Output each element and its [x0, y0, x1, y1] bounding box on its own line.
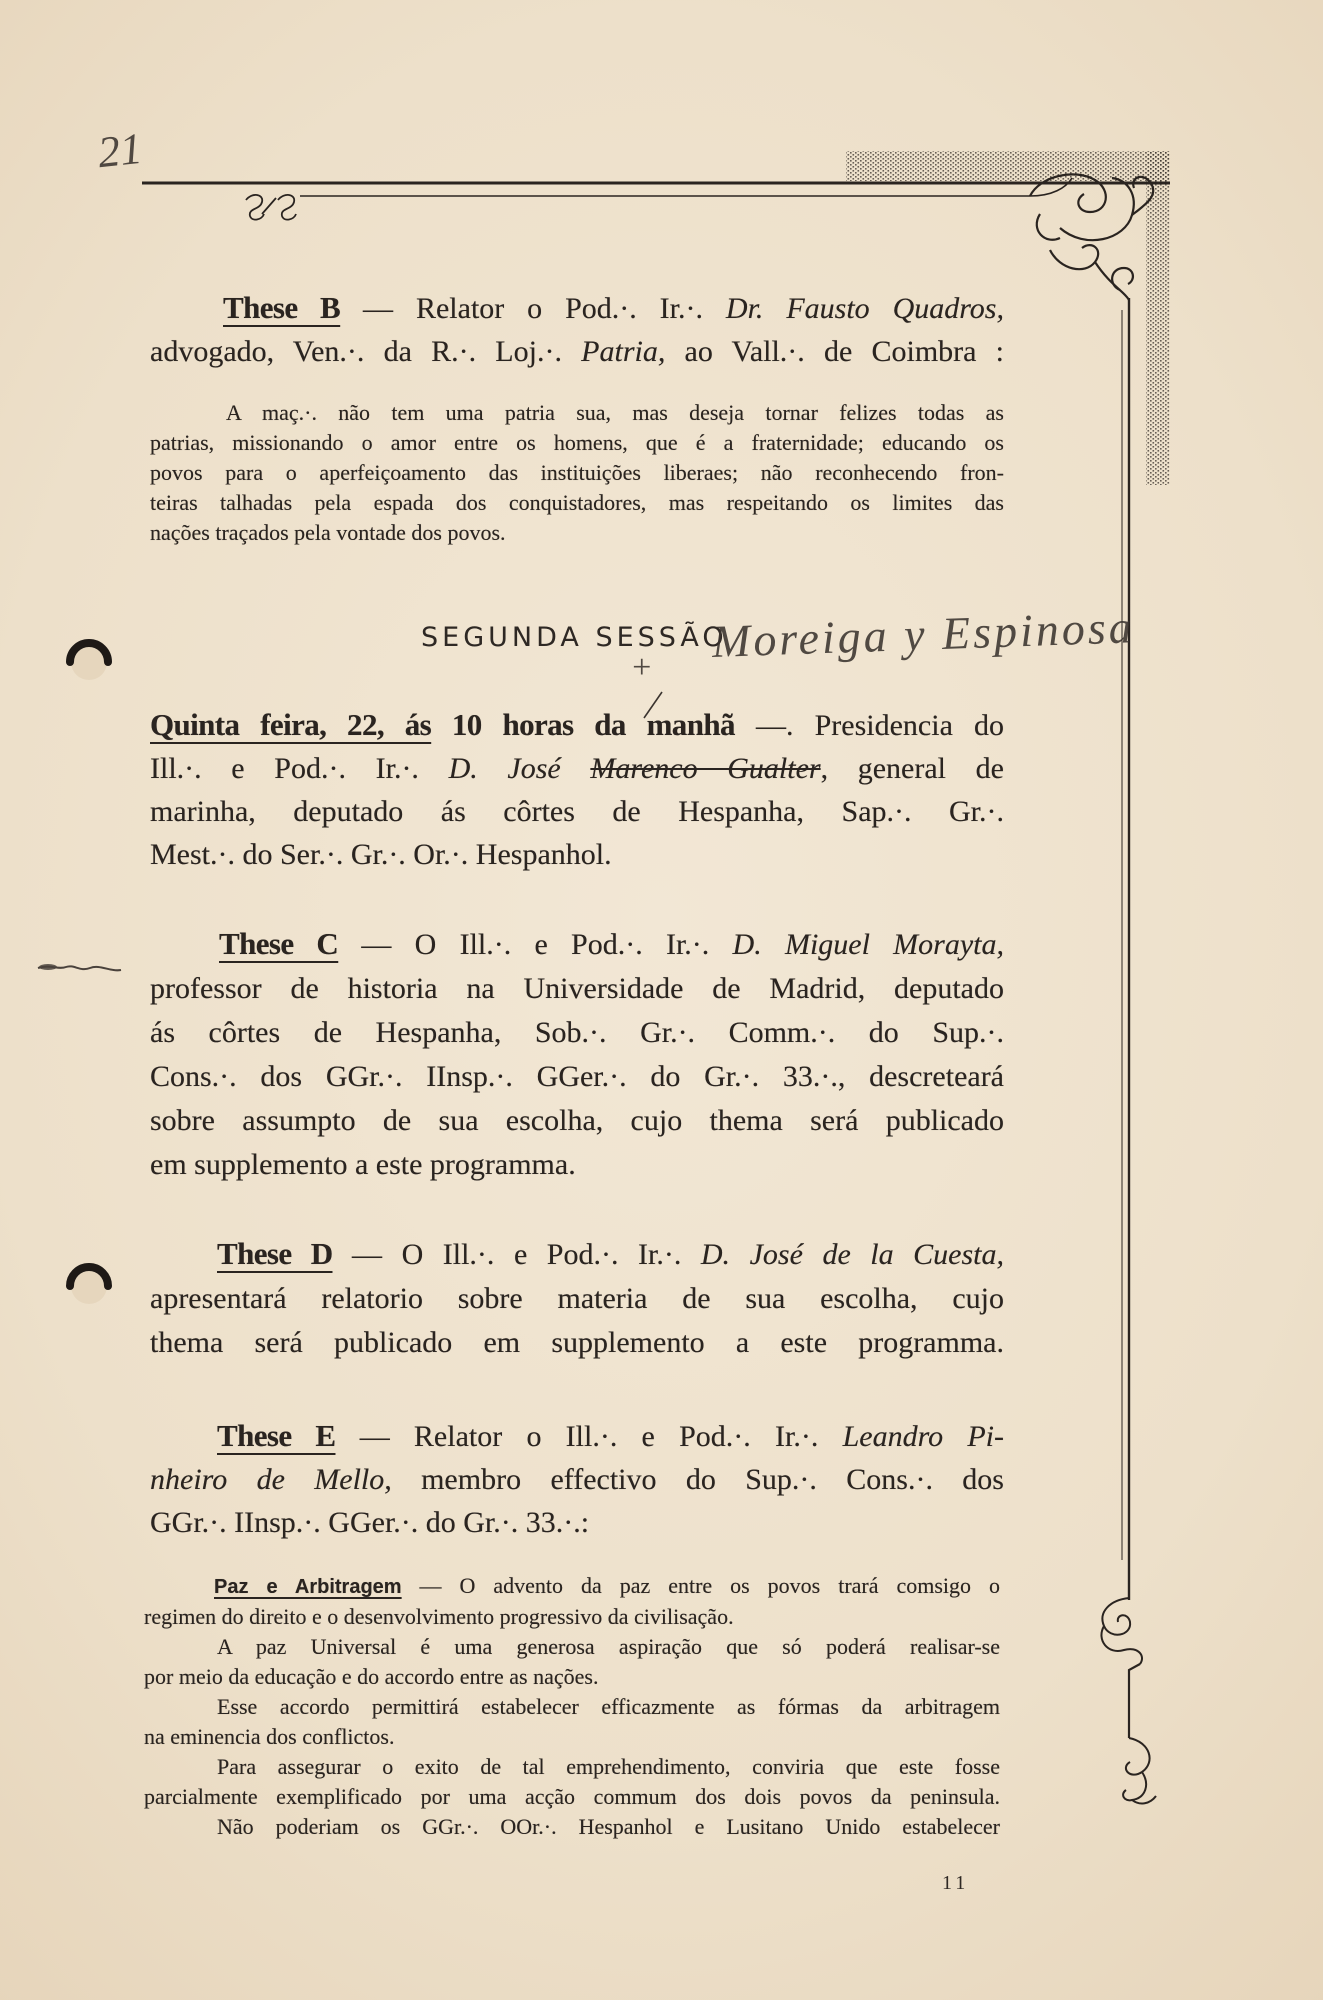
text-line — [150, 833, 1004, 876]
page-number: 11 — [942, 1872, 970, 1894]
these-e-paragraph — [150, 1414, 1004, 1544]
text-segment: D. José de la Cuesta, — [700, 1238, 1005, 1271]
session-opening-paragraph — [150, 703, 1004, 876]
text-line — [150, 790, 1004, 833]
text-line — [144, 1632, 1000, 1662]
text-line — [150, 703, 1004, 747]
text-line — [150, 922, 1004, 967]
text-line — [150, 1277, 1004, 1321]
text-segment: GGr.·. IInsp.·. GGer.·. do Gr.·. 33.·.: — [150, 1506, 590, 1539]
text-segment: em supplemento a este programma. — [150, 1148, 576, 1181]
text-line — [144, 1722, 1000, 1752]
text-segment: nações traçados pela vontade dos povos. — [150, 520, 506, 545]
section-label: These E — [217, 1418, 336, 1453]
handwritten-folio: 21 — [95, 123, 145, 178]
text-segment: na eminencia dos conflictos. — [144, 1724, 395, 1749]
session-heading: SEGUNDA SESSÃO — [421, 622, 728, 653]
text-segment: teiras talhadas pela espada dos conquistadores, mas respeitando os limites das — [150, 490, 1004, 515]
text-segment: A maç.·. não tem uma patria sua, mas deseja tornar felizes todas as — [226, 400, 1004, 425]
text-line — [150, 1143, 1004, 1187]
text-segment: patrias, missionando o amor entre os homens, que é a fraternidade; educando os — [150, 430, 1004, 455]
text-line — [150, 518, 1004, 548]
text-line — [150, 967, 1004, 1011]
text-line — [150, 1414, 1004, 1458]
text-segment: povos para o aperfeiçoamento das instituições liberaes; não reconhecendo fron- — [150, 460, 1004, 485]
text-segment: — O Ill.·. e Pod.·. Ir.·. — [338, 928, 733, 961]
text-line — [150, 458, 1004, 488]
text-line — [144, 1692, 1000, 1722]
text-segment: Leandro Pi- — [842, 1420, 1005, 1453]
text-segment: Para assegurar o exito de tal emprehendimento, conviria que este fosse — [217, 1754, 1000, 1779]
text-line — [150, 1011, 1004, 1055]
note-paragraph — [144, 1752, 1000, 1812]
text-segment: Cons.·. dos GGr.·. IInsp.·. GGer.·. do Gr.·. 33.·., descreteará — [150, 1060, 1004, 1093]
section-label: Paz e Arbitragem — [214, 1576, 402, 1598]
text-segment: advogado, Ven.·. da R.·. Loj.·. — [150, 335, 582, 368]
section-label: These D — [217, 1236, 333, 1271]
text-segment: por meio da educação e do accordo entre as nações. — [144, 1664, 599, 1689]
note-paragraph — [144, 1812, 1000, 1842]
right-border-rule — [1101, 298, 1156, 1803]
text-segment: regimen do direito e o desenvolvimento progressivo da civilisação. — [144, 1604, 734, 1629]
text-segment: —. Presidencia do — [734, 709, 1004, 742]
text-line — [150, 1321, 1004, 1365]
text-line — [150, 1458, 1004, 1501]
these-b-paragraph — [150, 286, 1004, 373]
text-line — [150, 428, 1004, 458]
text-segment: sobre assumpto de sua escolha, cujo thema será publicado — [150, 1104, 1004, 1137]
section-label: Quinta feira, 22, ás — [150, 707, 432, 742]
text-line — [144, 1752, 1000, 1782]
text-segment: thema será publicado em supplemento a este programma. — [150, 1326, 1004, 1359]
text-line — [150, 747, 1004, 790]
text-line — [144, 1782, 1000, 1812]
text-line — [144, 1571, 1000, 1602]
top-left-ornament — [246, 195, 296, 220]
text-line — [144, 1662, 1000, 1692]
text-segment: Patria, — [581, 335, 666, 368]
hole-punch-top — [70, 643, 108, 680]
left-margin-smudge — [38, 964, 121, 970]
text-line — [144, 1602, 1000, 1632]
note-paragraph — [144, 1571, 1000, 1632]
text-segment: D. José — [448, 752, 591, 785]
text-segment: — Relator o Ill.·. e Pod.·. Ir.·. — [335, 1420, 843, 1453]
text-line — [150, 1232, 1004, 1277]
note-paragraph — [144, 1692, 1000, 1752]
text-line — [150, 286, 1004, 330]
text-line — [150, 330, 1004, 373]
text-segment: apresentará relatorio sobre materia de sua escolha, cujo — [150, 1282, 1004, 1315]
text-segment: nheiro de Mello, — [150, 1463, 392, 1496]
text-segment: Dr. Fausto Quadros, — [725, 292, 1004, 325]
handwritten-insert-mark: + — [630, 649, 653, 686]
text-segment: Marenco Gualter — [590, 752, 821, 785]
text-line — [144, 1812, 1000, 1842]
these-e-note — [144, 1571, 1000, 1842]
text-segment: , general de — [820, 752, 1004, 785]
text-line — [150, 488, 1004, 518]
text-line — [150, 1099, 1004, 1143]
text-segment: 10 horas da manhã — [431, 707, 735, 742]
text-segment: — O Ill.·. e Pod.·. Ir.·. — [332, 1238, 701, 1271]
section-label: These B — [223, 290, 341, 325]
text-segment: A paz Universal é uma generosa aspiração que só poderá realisar-se — [217, 1634, 1000, 1659]
text-segment: Ill.·. e Pod.·. Ir.·. — [150, 752, 449, 785]
text-segment: Não poderiam os GGr.·. OOr.·. Hespanhol e Lusitano Unido estabelecer — [217, 1814, 1000, 1839]
these-d-paragraph — [150, 1232, 1004, 1365]
text-segment: ao Vall.·. de Coimbra : — [665, 335, 1004, 368]
text-line — [150, 398, 1004, 428]
section-label: These C — [219, 926, 339, 961]
text-segment: membro effectivo do Sup.·. Cons.·. dos — [391, 1463, 1004, 1496]
text-line — [150, 1055, 1004, 1099]
text-segment: professor de historia na Universidade de Madrid, deputado — [150, 972, 1004, 1005]
text-segment: Esse accordo permittirá estabelecer efficazmente as fórmas da arbitragem — [217, 1694, 1000, 1719]
note-paragraph — [144, 1632, 1000, 1692]
text-segment: D. Miguel Morayta, — [732, 928, 1004, 961]
these-b-motto — [150, 398, 1004, 548]
text-line — [150, 1501, 1004, 1544]
handwritten-correction: Moreiga y Espinosa — [711, 601, 1136, 667]
text-segment: marinha, deputado ás côrtes de Hespanha, Sap.·. Gr.·. — [150, 795, 1004, 828]
these-c-paragraph — [150, 922, 1004, 1187]
text-segment: — Relator o Pod.·. Ir.·. — [340, 292, 726, 325]
text-segment: Mest.·. do Ser.·. Gr.·. Or.·. Hespanhol. — [150, 838, 612, 871]
hole-punch-bottom — [70, 1267, 108, 1304]
text-segment: parcialmente exemplificado por uma acção commum dos dois povos da peninsula. — [144, 1784, 1000, 1809]
text-segment: ás côrtes de Hespanha, Sob.·. Gr.·. Comm.·. do Sup.·. — [150, 1016, 1004, 1049]
text-segment: — O advento da paz entre os povos trará comsigo o — [401, 1573, 1000, 1598]
